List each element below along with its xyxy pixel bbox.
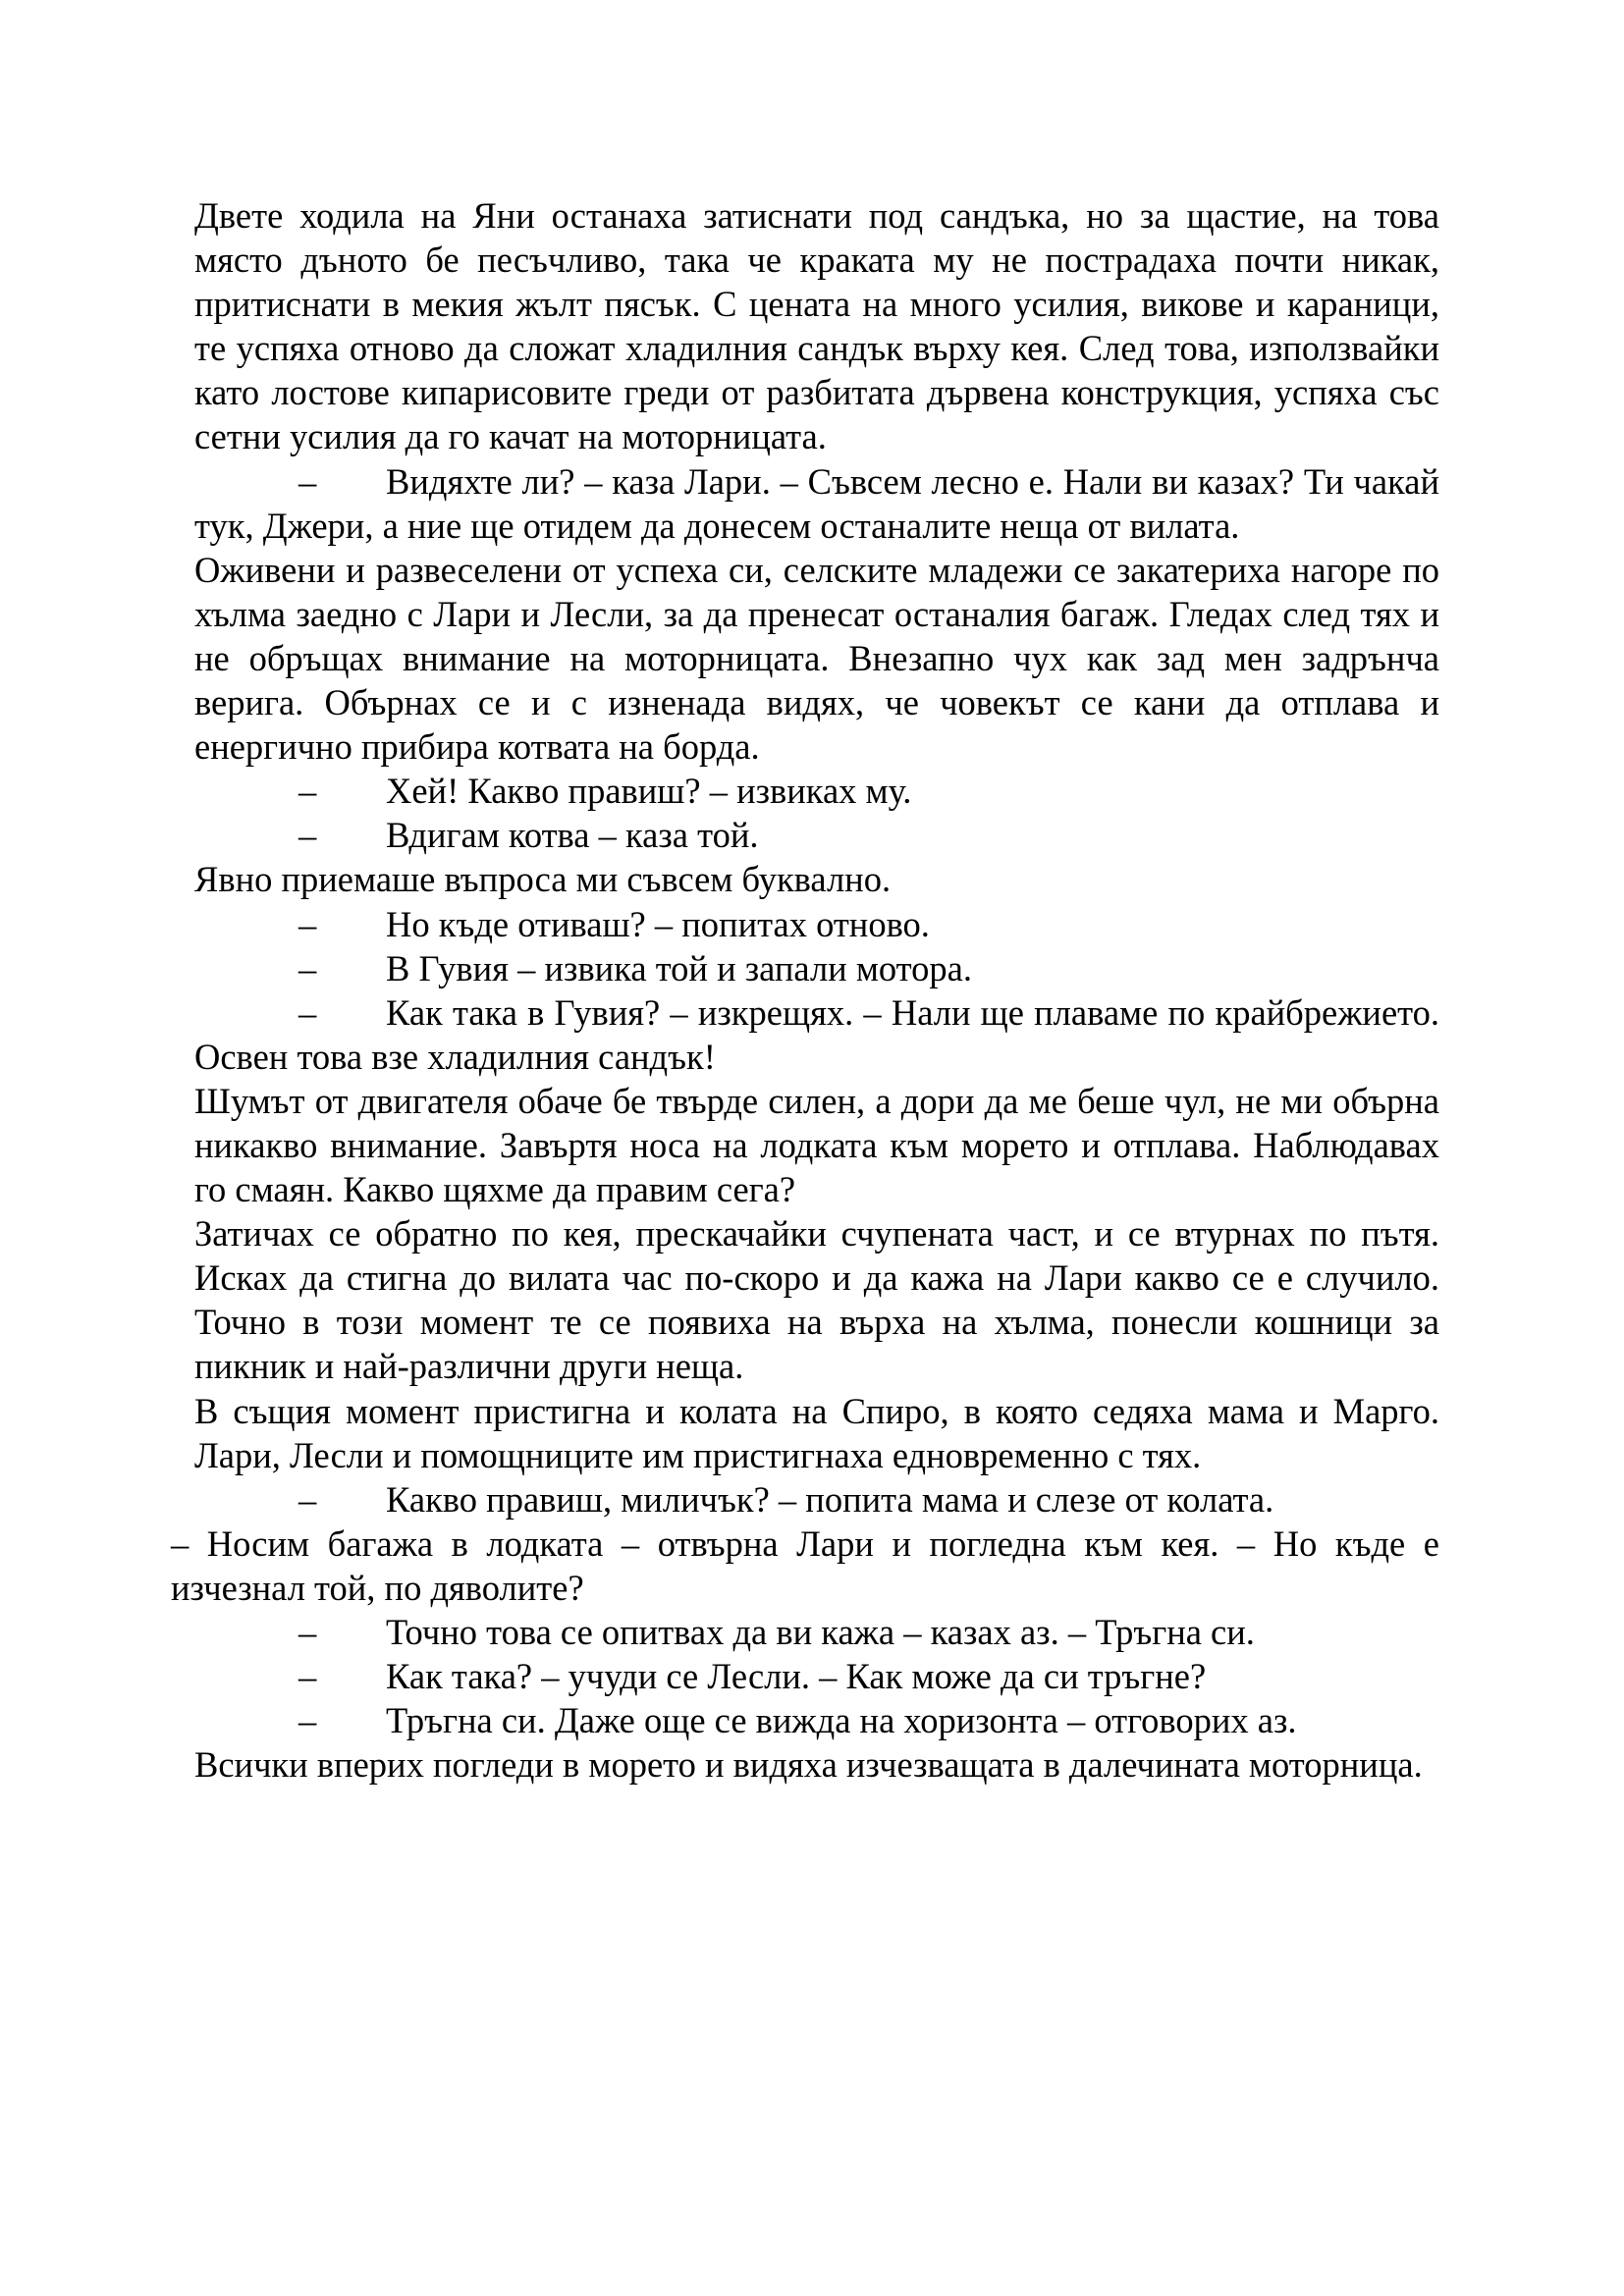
dialogue-text: Как така? – учуди се Лесли. – Как може да си тръгне? bbox=[386, 1656, 1207, 1697]
dialogue-line-outdented: – Носим багажа в лодката – отвърна Лари и погледна към кея. – Но къде е изчезнал той, по дяволите? bbox=[171, 1522, 1439, 1608]
dialogue-text: Как така в Гувия? – изкрещях. – Нали ще плаваме по крайбрежието. Освен това взе хладилния сандък! bbox=[194, 991, 1439, 1077]
body-text bbox=[171, 193, 1439, 1787]
dialogue-line: – Тръгна си. Даже още се вижда на хоризонта – отговорих аз. bbox=[298, 1700, 1297, 1741]
dialogue-text: Тръгна си. Даже още се вижда на хоризонта – отговорих аз. bbox=[386, 1700, 1297, 1741]
paragraph: Затичах се обратно по кея, прескачайки счупената част, и се втурнах по пътя. Исках да стигна до вилата час по-скоро и да кажа на Лари какво се е случило. Точно в този момент те се появиха на върха на хълма, понесли кошници за пикник и най-различни други неща. bbox=[194, 1213, 1439, 1387]
paragraph: Двете ходила на Яни останаха затиснати под сандъка, но за щастие, на това място дъното бе песъчливо, така че краката му не пострадаха почти никак, притиснати в мекия жълт пясък. С цената на много усилия, викове и караници, те успяха отново да сложат хладилния сандък върху кея. След това, използвайки като лостове кипарисовите греди от разбитата дървена конструкция, успяха със сетни усилия да го качат на моторницата. bbox=[194, 195, 1439, 457]
dialogue-line: – Какво правиш, миличък? – попита мама и слезе от колата. bbox=[298, 1478, 1274, 1520]
dialogue-line: – Вдигам котва – каза той. bbox=[298, 815, 759, 856]
dialogue-text: Видяхте ли? – каза Лари. – Съвсем лесно е. Нали ви казах? Ти чакай тук, Джери, а ние ще отидем да донесем останалите неща от вилата. bbox=[194, 460, 1439, 546]
paragraph: Шумът от двигателя обаче бе твърде силен, а дори да ме беше чул, не ми обърна никакво внимание. Завъртя носа на лодката към морето и отплава. Наблюдавах го смаян. Какво щяхме да правим сега? bbox=[194, 1080, 1439, 1210]
dialogue-text: Какво правиш, миличък? – попита мама и слезе от колата. bbox=[386, 1478, 1274, 1520]
dialogue-text: Вдигам котва – каза той. bbox=[386, 815, 759, 856]
paragraph: В същия момент пристигна и колата на Спиро, в която седяха мама и Марго. Лари, Лесли и помощниците им пристигнаха едновременно с тях. bbox=[194, 1390, 1439, 1475]
dialogue-text: Точно това се опитвах да ви кажа – казах аз. – Тръгна си. bbox=[386, 1612, 1255, 1652]
paragraph: Всички вперих погледи в морето и видяха изчезващата в далечината моторница. bbox=[194, 1744, 1423, 1786]
dialogue-line: – Как така? – учуди се Лесли. – Как може да си тръгне? bbox=[298, 1656, 1207, 1697]
dialogue-text: Хей! Какво правиш? – извиках му. bbox=[386, 771, 912, 812]
dialogue-line: – Хей! Какво правиш? – извиках му. bbox=[298, 771, 912, 812]
dialogue-line: – Но къде отиваш? – попитах отново. bbox=[298, 903, 930, 944]
dialogue-text: В Гувия – извика той и запали мотора. bbox=[386, 947, 972, 988]
paragraph: Явно приемаше въпроса ми съвсем буквално. bbox=[194, 859, 892, 900]
paragraph: Оживени и развеселени от успеха си, селските младежи се закатериха нагоре по хълма заедно с Лари и Лесли, за да пренесат останалия багаж. Гледах след тях и не обръщах внимание на моторницата. Внезапно чух как зад мен задрънча верига. Обърнах се и с изненада видях, че човекът се кани да отплава и енергично прибира котвата на борда. bbox=[194, 549, 1439, 768]
dialogue-text: Но къде отиваш? – попитах отново. bbox=[386, 903, 930, 944]
dialogue-line: – В Гувия – извика той и запали мотора. bbox=[298, 947, 972, 988]
dialogue-line: – Видяхте ли? – каза Лари. – Съвсем лесно е. Нали ви казах? Ти чакай тук, Джери, а ние ще отидем да донесем останалите неща от вилата. bbox=[194, 460, 1439, 546]
dialogue-line: – Как така в Гувия? – изкрещях. – Нали ще плаваме по крайбрежието. Освен това взе хладилния сандък! bbox=[194, 991, 1439, 1077]
dialogue-line: – Точно това се опитвах да ви кажа – казах аз. – Тръгна си. bbox=[298, 1612, 1255, 1652]
